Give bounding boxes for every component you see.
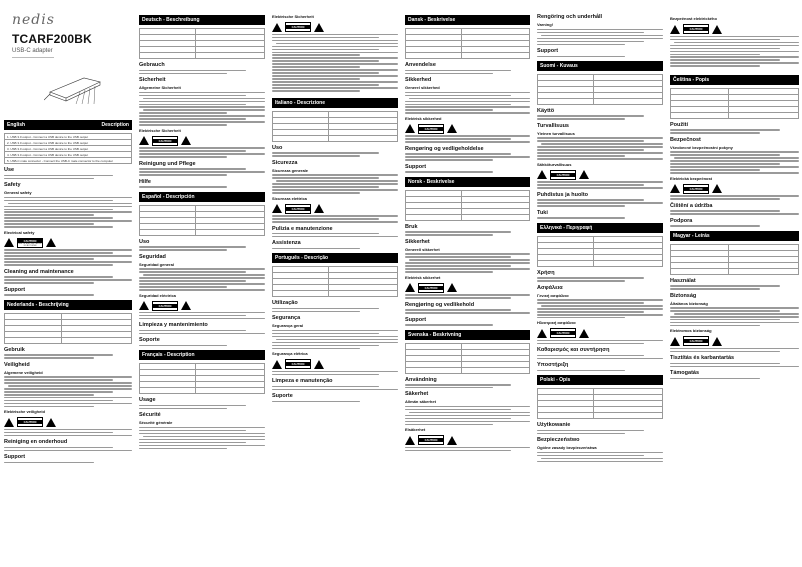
table-row: 5. USB-C male connector - Connect the USB-C male connector to the computer [5,158,132,164]
section-banner-dansk: Dansk - Beskrivelse [405,15,530,25]
heading-safety: Safety [4,181,21,188]
warning-triangle-icon [46,238,56,247]
table-row: 1. USB 3.0 output - Connect a USB device to the USB output [5,134,132,140]
section-banner-magyar: Magyar - Leírás [670,231,799,241]
heading-use: Use [4,167,15,173]
section-banner-suomi: Suomi - Kuvaus [537,61,663,71]
column-6: Bezpečnost elektrického CAUTION Čeština - Popis Použití Bezpečnost Všeobecné bezpečnostní pokyny Elektrická bezpečnost CAUTION Čištění a údržba Podpora Magyar - Leírás Használat Biztonság Általános biztonság Elektromos biztonság CAUTION Tisztítás és karbantartás Támogatás [666,0,802,567]
spec-table-english [4,133,132,164]
usb-hub-icon [44,70,104,108]
column-5: Rengöring och underhåll Varning! Support Suomi - Kuvaus Käyttö Turvallisuus Yleinen turvallisuus Sähköturvallisuus CAUTION Puhdistus ja huolto Tuki Ελληνικά - Περιγραφή Χρήση Ασφάλεια Γενική ασφάλεια Ηλεκτρική ασφάλεια CAUTION Καθαρισμός και συντήρηση Υποστήριξη Polski - Opis Użytkowanie Bezpieczeństwo Ogólne zasady bezpieczeństwa [533,0,666,567]
heading-cleaning: Cleaning and maintenance [4,268,74,275]
section-banner-norsk: Norsk - Beskrivelse [405,177,530,187]
column-2: Deutsch - Beschreibung Gebrauch Sicherheit Allgemeine Sicherheit Elektrische Sicherheit CAUTION Reinigung und Pflege Hilfe Español - Descripción Uso Seguridad Seguridad general Seguridad eléctrica CAUTION Limpieza y mantenimiento Soporte Français - Description Usage Sécurité Sécurité générale [135,0,268,567]
table-row: 3. USB 3.0 output - Connect a USB device to the USB output [5,146,132,152]
model-number: TCARF200BK [12,32,93,46]
product-subtitle: USB-C adapter [12,48,54,58]
section-banner-english: English Description [4,120,132,130]
column-3: Elektrische Sicherheit CAUTION Italiano - Descrizione Uso Sicurezza Sicurezza generale Sicurezza elettrica CAUTION Pulizia e manutenzione Assistenza Português - Descrição Utilização Segurança Segurança geral Segurança elétrica CAUTION Limpeza e manutenção Suporte [268,0,401,567]
table-row: 4. USB 3.0 output - Connect a USB device to the USB output [5,152,132,158]
section-banner-ellinika: Ελληνικά - Περιγραφή [537,223,663,233]
section-banner-italiano: Italiano - Descrizione [272,98,398,108]
product-illustration [44,70,104,108]
section-banner-cestina: Čeština - Popis [670,75,799,85]
section-banner-espanol: Español - Descripción [139,192,265,202]
section-banner-deutsch: Deutsch - Beschreibung [139,15,265,25]
spec-table-nederlands [4,313,132,344]
section-banner-svenska: Svenska - Beskrivning [405,330,530,340]
section-banner-francais: Français - Description [139,350,265,360]
table-row: 2. USB 3.0 output - Connect a USB device to the USB output [5,140,132,146]
heading-support: Support [4,286,26,293]
brand-logo: nedis [12,12,55,28]
section-banner-nederlands: Nederlands - Beschrijving [4,300,132,310]
column-4: Dansk - Beskrivelse Anvendelse Sikkerhed Generel sikkerhed Elektrisk sikkerhed CAUTION Rengøring og vedligeholdelse Support Norsk - Beskrivelse Bruk Sikkerhet Generell sikkerhet Elektrisk sikkerhet CAUTION Rengjøring og vedlikehold Support Svenska - Beskrivning Användning Säkerhet Allmän säkerhet Elsäkerhet CAUTION [401,0,533,567]
heading-electrical-safety: Electrical safety [4,229,35,235]
heading-general-safety: General safety [4,189,32,195]
section-banner-polski: Polski - Opis [537,375,663,385]
warning-triangle-icon [4,238,14,247]
column-1: nedis TCARF200BK USB-C adapter English Description 1. USB 3.0 output - Connect a USB device to the USB output 2. USB 3.0 output - Connect a USB device to the USB output 3. USB 3.0 output - Connect a USB device to the USB output 4. USB 3.0 output - Connect a USB device to the USB output 5. USB-C male connector - Connect the USB-C male connector to the computer Use Safety General safety Electrical safety CAUTION RISK OF ELECTRIC SHOCK DO NOT OPEN Cleaning and maintenance Support Nederlands - Beschrijving Gebruik Veiligheid Algemene veiligheid Elektrische veiligheid CAUTION Reiniging en onderhoud Support [0,0,135,567]
caution-symbols [4,238,132,248]
section-banner-portugues: Português - Descrição [272,253,398,263]
caution-label: CAUTION RISK OF ELECTRIC SHOCK DO NOT OPEN [18,238,42,247]
